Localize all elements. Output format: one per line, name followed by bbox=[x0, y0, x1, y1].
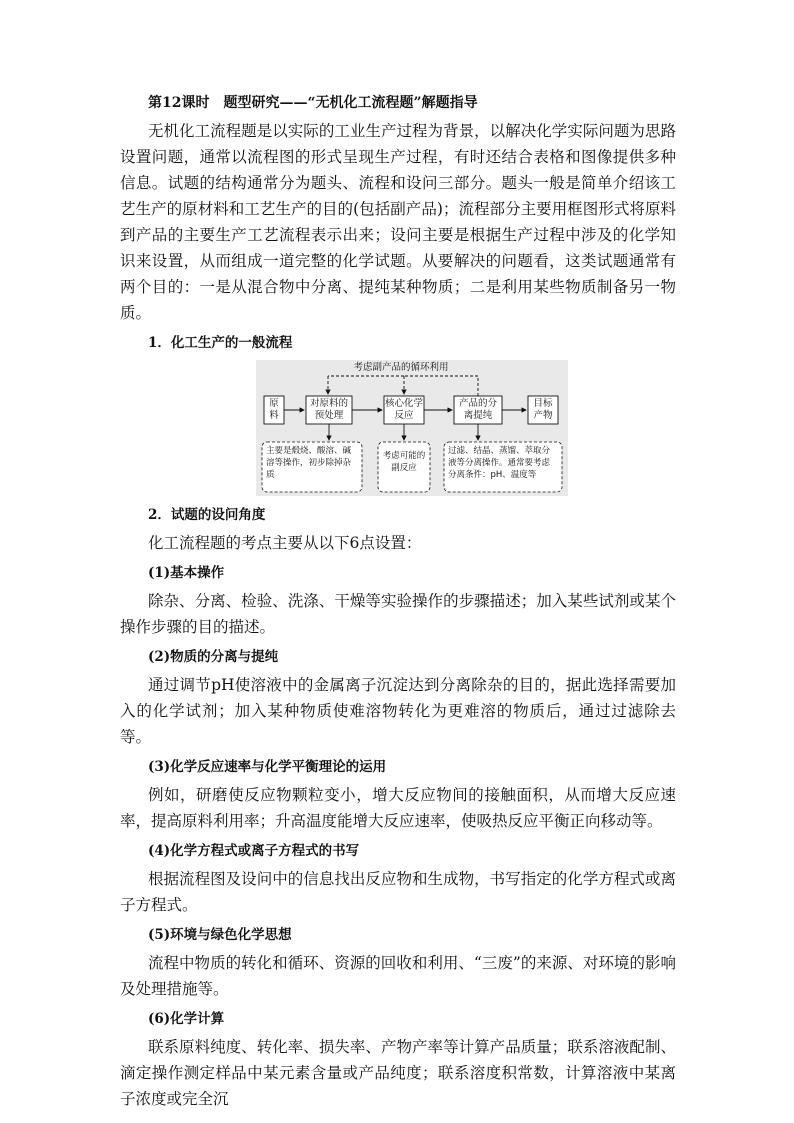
point-text-2: 通过调节pH使溶液中的金属离子沉淀达到分离除杂的目的，据此选择需要加入的化学试剂；加入某种物质使难溶物转化为更难溶的物质后，通过过滤除去等。 bbox=[120, 676, 676, 746]
loop-label: 考虑副产品的循环利用 bbox=[326, 362, 476, 374]
note-1-text: 主要是煅烧、酸溶、碱溶等操作，初步除掉杂质 bbox=[266, 446, 352, 480]
point-heading-3: (3)化学反应速率与化学平衡理论的运用 bbox=[148, 759, 387, 775]
point-heading-2: (2)物质的分离与提纯 bbox=[148, 649, 279, 665]
page-title: 第12课时 题型研究——“无机化工流程题”解题指导 bbox=[148, 95, 478, 111]
section-2-intro: 化工流程题的考点主要从以下6点设置： bbox=[148, 534, 422, 552]
point-text-5: 流程中物质的转化和循环、资源的回收和利用、“三废”的来源、对环境的影响及处理措施等。 bbox=[120, 954, 676, 998]
point-text-3: 例如，研磨使反应物颗粒变小，增大反应物间的接触面积，从而增大反应速率，提高原料利用率；升高温度能增大反应速率，使吸热反应平衡正向移动等。 bbox=[120, 786, 676, 830]
note-2-text: 考虑可能的副反应 bbox=[382, 451, 426, 473]
document-page bbox=[120, 92, 676, 1112]
point-text-6: 联系原料纯度、转化率、损失率、产物产率等计算产品质量；联系溶液配制、滴定操作测定样品中某元素含量或产品纯度；联系溶度积常数，计算溶液中某离子浓度或完全沉 bbox=[120, 1038, 676, 1108]
recycle-loop bbox=[328, 376, 478, 396]
point-text-1: 除杂、分离、检验、洗涤、干燥等实验操作的步骤描述；加入某些试剂或某个操作步骤的目的描述。 bbox=[120, 592, 676, 636]
point-heading-4: (4)化学方程式或离子方程式的书写 bbox=[148, 843, 360, 859]
box-raw-material-label: 原料 bbox=[269, 398, 279, 421]
box-separation-label: 产品的分离提纯 bbox=[458, 398, 497, 421]
section-heading-1: 1．化工生产的一般流程 bbox=[148, 335, 293, 351]
note-3-text: 过滤、结晶、蒸馏、萃取分液等分离操作。通常要考虑分离条件：pH、温度等 bbox=[448, 446, 551, 480]
point-heading-6: (6)化学计算 bbox=[148, 1011, 225, 1027]
point-heading-5: (5)环境与绿色化学思想 bbox=[148, 927, 292, 943]
process-flow-diagram bbox=[256, 360, 568, 496]
point-heading-1: (1)基本操作 bbox=[148, 565, 225, 581]
section-heading-2: 2．试题的设问角度 bbox=[148, 507, 266, 523]
box-target-product-label: 目标产物 bbox=[533, 398, 553, 421]
box-core-reaction-label: 核心化学反应 bbox=[385, 398, 424, 421]
point-text-4: 根据流程图及设问中的信息找出反应物和生成物，书写指定的化学方程式或离子方程式。 bbox=[120, 870, 676, 914]
intro-paragraph: 无机化工流程题是以实际的工业生产过程为背景，以解决化学实际问题为思路设置问题，通常以流程图的形式呈现生产过程，有时还结合表格和图像提供多种信息。试题的结构通常分为题头、流程和设问三部分。题头一般是简单介绍该工艺生产的原材料和工艺生产的目的(包括副产品)；流程部分主要用框图形式将原料到产品的主要生产工艺流程表示出来；设问主要是根据生产过程中涉及的化学知识来设置，从而组成一道完整的化学试题。从要解决的问题看，这类试题通常有两个目的：一是从混合物中分离、提纯某种物质；二是利用某些物质制备另一物质。 bbox=[120, 122, 676, 322]
box-pretreatment-label: 对原料的预处理 bbox=[309, 398, 348, 421]
